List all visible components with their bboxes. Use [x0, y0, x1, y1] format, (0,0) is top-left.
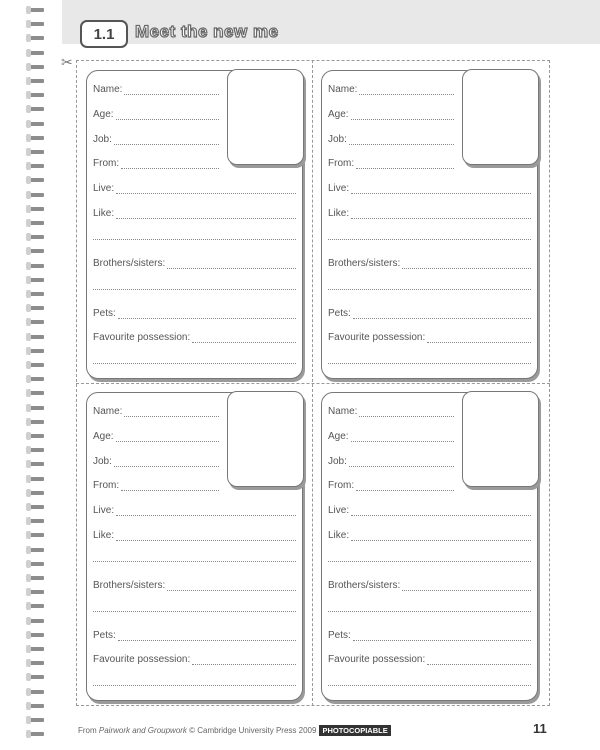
spiral-ring [30, 235, 44, 239]
spiral-ring [30, 533, 44, 537]
photocopiable-stamp: PHOTOCOPIABLE [319, 725, 390, 736]
spiral-ring [30, 704, 44, 708]
field-like: Like: [328, 207, 531, 219]
spiral-ring [30, 590, 44, 594]
field-favourite-possession: Favourite possession: [328, 653, 531, 665]
spiral-ring [30, 93, 44, 97]
field-age: Age: [328, 430, 454, 442]
photo-box [227, 391, 304, 487]
spiral-ring [30, 604, 44, 608]
blank-line [328, 611, 531, 612]
spiral-ring [30, 434, 44, 438]
field-age: Age: [328, 108, 454, 120]
spiral-ring [30, 178, 44, 182]
spiral-ring [30, 349, 44, 353]
field-job: Job: [328, 133, 454, 145]
photo-box [462, 391, 539, 487]
spiral-ring [30, 221, 44, 225]
field-from: From: [328, 157, 454, 169]
field-favourite-possession: Favourite possession: [328, 331, 531, 343]
field-pets: Pets: [93, 629, 296, 641]
cut-line-horizontal [76, 383, 550, 384]
spiral-ring [30, 718, 44, 722]
field-favourite-possession: Favourite possession: [93, 331, 296, 343]
spiral-ring [30, 79, 44, 83]
spiral-ring [30, 675, 44, 679]
spiral-ring [30, 562, 44, 566]
spiral-ring [30, 150, 44, 154]
spiral-ring [30, 505, 44, 509]
field-job: Job: [93, 455, 219, 467]
spiral-ring [30, 647, 44, 651]
spiral-ring [30, 732, 44, 736]
spiral-ring [30, 107, 44, 111]
spiral-ring [30, 292, 44, 296]
field-brothers-sisters: Brothers/sisters: [93, 257, 296, 269]
spiral-ring [30, 22, 44, 26]
spiral-ring [30, 548, 44, 552]
spiral-ring [30, 51, 44, 55]
spiral-ring [30, 406, 44, 410]
field-name: Name: [328, 405, 454, 417]
blank-line [93, 685, 296, 686]
spiral-ring [30, 164, 44, 168]
blank-line [93, 561, 296, 562]
spiral-ring [30, 448, 44, 452]
field-pets: Pets: [328, 629, 531, 641]
blank-line [328, 561, 531, 562]
spiral-ring [30, 136, 44, 140]
blank-line [328, 685, 531, 686]
spiral-ring [30, 633, 44, 637]
spiral-ring [30, 619, 44, 623]
field-like: Like: [93, 529, 296, 541]
spiral-ring [30, 65, 44, 69]
field-live: Live: [328, 504, 531, 516]
spiral-ring [30, 377, 44, 381]
profile-card [86, 70, 303, 379]
field-name: Name: [93, 405, 219, 417]
spiral-ring [30, 278, 44, 282]
blank-line [93, 363, 296, 364]
blank-line [93, 239, 296, 240]
field-pets: Pets: [328, 307, 531, 319]
profile-card [321, 70, 538, 379]
scissors-icon: ✂ [61, 54, 73, 70]
spiral-ring [30, 661, 44, 665]
field-job: Job: [93, 133, 219, 145]
spiral-ring [30, 690, 44, 694]
field-from: From: [93, 479, 219, 491]
field-live: Live: [93, 504, 296, 516]
spiral-ring [30, 8, 44, 12]
field-name: Name: [328, 83, 454, 95]
spiral-ring [30, 335, 44, 339]
footer-credit: From Pairwork and Groupwork © Cambridge University Press 2009 PHOTOCOPIABLE [78, 726, 391, 735]
spiral-ring [30, 122, 44, 126]
unit-number-badge: 1.1 [80, 20, 128, 48]
spiral-binding [0, 0, 44, 750]
spiral-ring [30, 477, 44, 481]
field-live: Live: [93, 182, 296, 194]
blank-line [93, 611, 296, 612]
field-live: Live: [328, 182, 531, 194]
spiral-ring [30, 391, 44, 395]
blank-line [328, 363, 531, 364]
profile-card [321, 392, 538, 701]
unit-title: Meet the new me [135, 22, 279, 41]
field-from: From: [93, 157, 219, 169]
field-favourite-possession: Favourite possession: [93, 653, 296, 665]
blank-line [93, 289, 296, 290]
spiral-ring [30, 519, 44, 523]
spiral-ring [30, 264, 44, 268]
field-brothers-sisters: Brothers/sisters: [328, 579, 531, 591]
spiral-ring [30, 576, 44, 580]
photo-box [462, 69, 539, 165]
spiral-ring [30, 320, 44, 324]
field-brothers-sisters: Brothers/sisters: [93, 579, 296, 591]
photo-box [227, 69, 304, 165]
spiral-ring [30, 306, 44, 310]
field-pets: Pets: [93, 307, 296, 319]
field-age: Age: [93, 430, 219, 442]
profile-card [86, 392, 303, 701]
field-like: Like: [328, 529, 531, 541]
field-from: From: [328, 479, 454, 491]
field-name: Name: [93, 83, 219, 95]
spiral-ring [30, 193, 44, 197]
spiral-ring [30, 420, 44, 424]
field-job: Job: [328, 455, 454, 467]
page-number: 11 [533, 721, 547, 736]
spiral-ring [30, 207, 44, 211]
spiral-ring [30, 462, 44, 466]
spiral-ring [30, 249, 44, 253]
blank-line [328, 239, 531, 240]
field-brothers-sisters: Brothers/sisters: [328, 257, 531, 269]
spiral-ring [30, 36, 44, 40]
blank-line [328, 289, 531, 290]
field-age: Age: [93, 108, 219, 120]
spiral-ring [30, 491, 44, 495]
field-like: Like: [93, 207, 296, 219]
spiral-ring [30, 363, 44, 367]
